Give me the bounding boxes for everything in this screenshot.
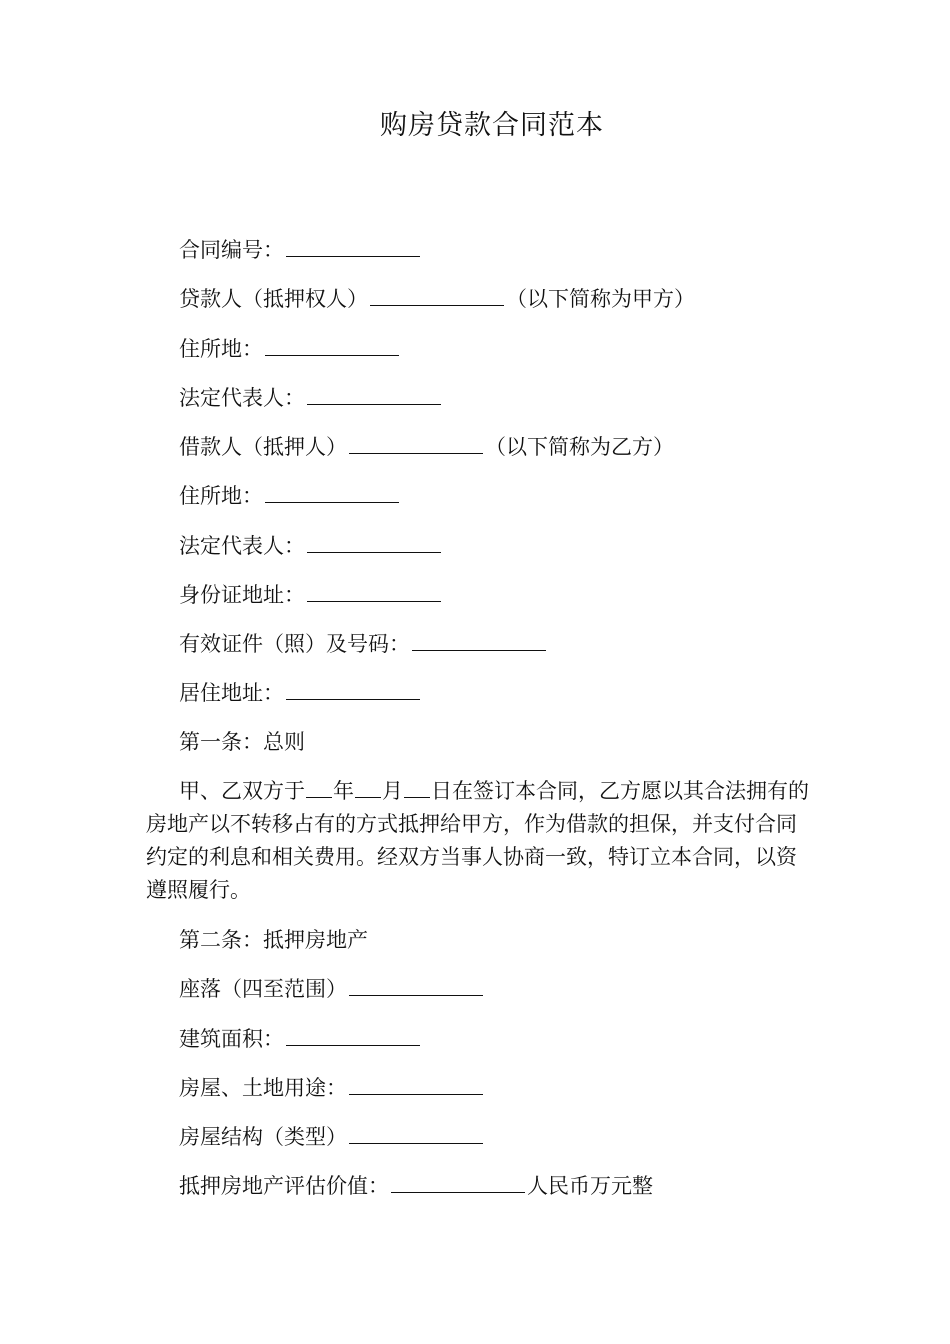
document-title: 购房贷款合同范本: [380, 110, 604, 141]
structure-line: [179, 1122, 485, 1152]
usage-line: [179, 1073, 485, 1103]
borrower-address-label: 住所地：: [179, 484, 263, 508]
article1-text-1: 甲、乙双方于: [179, 779, 305, 803]
borrower-label: 借款人（抵押人）: [179, 435, 347, 459]
borrower-line: [179, 432, 674, 462]
contract-number-label: 合同编号：: [179, 238, 284, 262]
location-label: 座落（四至范围）: [179, 977, 347, 1001]
lender-blank: [370, 287, 504, 306]
valuation-blank: [391, 1174, 525, 1193]
lender-suffix: （以下简称为甲方）: [506, 287, 695, 311]
lender-rep-blank: [307, 386, 441, 405]
day-blank: [404, 779, 430, 798]
lender-line: [179, 284, 695, 314]
year-blank: [306, 779, 332, 798]
contract-number-blank: [286, 238, 420, 257]
valid-id-label: 有效证件（照）及号码：: [179, 632, 410, 656]
article1-text-4: 日在签订本合同，乙方愿以其合法拥有的房地产以不转移占有的方式抵押给甲方，作为借款的担保，并支付合同约定的利息和相关费用。经双方当事人协商一致，特订立本合同，以资遵照履行。: [146, 779, 809, 902]
id-address-blank: [307, 583, 441, 602]
valuation-suffix: 人民币万元整: [527, 1174, 653, 1198]
residence-blank: [286, 681, 420, 700]
location-line: [179, 974, 485, 1004]
borrower-rep-blank: [307, 534, 441, 553]
lender-address-line: [179, 334, 401, 364]
valid-id-blank: [412, 632, 546, 651]
lender-rep-line: [179, 383, 443, 413]
id-address-label: 身份证地址：: [179, 583, 305, 607]
usage-label: 房屋、土地用途：: [179, 1076, 347, 1100]
article1-heading: 第一条：总则: [179, 730, 305, 754]
contract-number-line: [179, 235, 422, 265]
location-blank: [349, 977, 483, 996]
article1-text-3: 月: [382, 779, 403, 803]
article1-text-2: 年: [333, 779, 354, 803]
residence-label: 居住地址：: [179, 681, 284, 705]
residence-line: [179, 678, 422, 708]
borrower-address-blank: [265, 484, 399, 503]
borrower-rep-label: 法定代表人：: [179, 534, 305, 558]
id-address-line: [179, 580, 443, 610]
valid-id-line: [179, 629, 548, 659]
lender-address-blank: [265, 337, 399, 356]
lender-address-label: 住所地：: [179, 337, 263, 361]
month-blank: [355, 779, 381, 798]
area-blank: [286, 1027, 420, 1046]
borrower-suffix: （以下简称为乙方）: [485, 435, 674, 459]
lender-label: 贷款人（抵押权人）: [179, 287, 368, 311]
area-line: [179, 1024, 422, 1054]
area-label: 建筑面积：: [179, 1027, 284, 1051]
structure-label: 房屋结构（类型）: [179, 1125, 347, 1149]
borrower-address-line: [179, 481, 401, 511]
article2-heading: 第二条：抵押房地产: [179, 928, 368, 952]
structure-blank: [349, 1125, 483, 1144]
lender-rep-label: 法定代表人：: [179, 386, 305, 410]
usage-blank: [349, 1076, 483, 1095]
valuation-label: 抵押房地产评估价值：: [179, 1174, 389, 1198]
valuation-line: [179, 1171, 653, 1201]
article1-paragraph: [146, 775, 812, 907]
borrower-blank: [349, 435, 483, 454]
borrower-rep-line: [179, 531, 443, 561]
